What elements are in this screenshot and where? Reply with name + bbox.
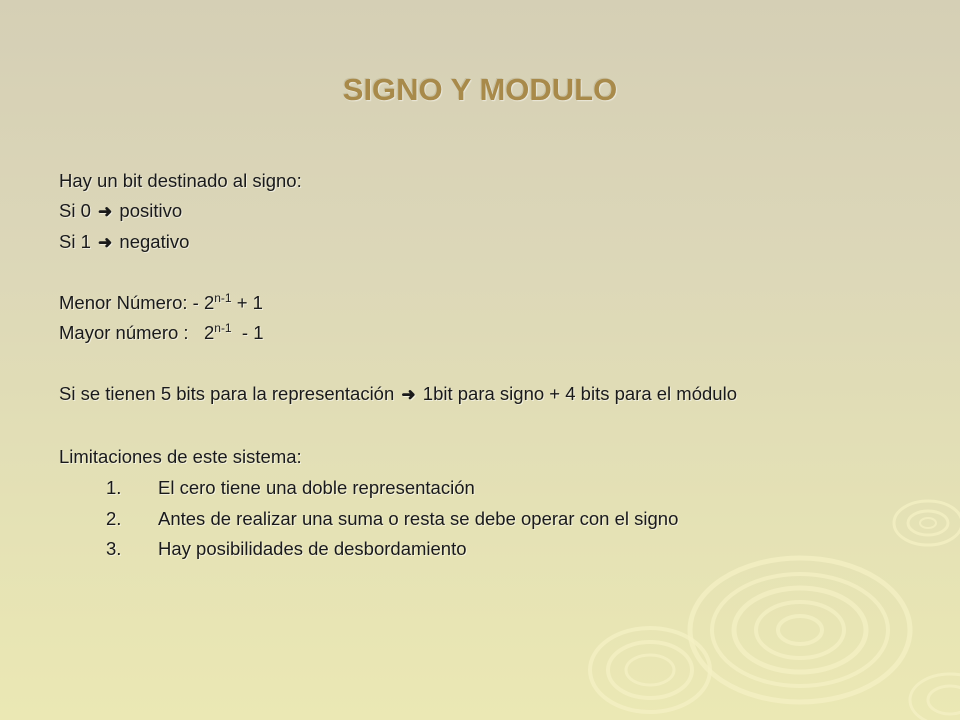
min-number-prefix: Menor Número: - 2 [59,292,215,313]
sign-zero-label: Si 0 [59,200,91,221]
sign-one-line [59,231,189,253]
max-number-line [59,322,263,344]
min-number-line [59,292,263,314]
sign-one-meaning: negativo [119,231,190,252]
list-item-number: 1. [106,477,122,498]
right-arrow-icon: ➜ [401,385,416,404]
example-prefix: Si se tienen 5 bits para la representación [59,383,395,404]
list-item: El cero tiene una doble representación [158,477,475,498]
min-number-suffix: + 1 [231,292,263,313]
example-line [59,383,737,405]
sign-zero-meaning: positivo [119,200,183,221]
list-item: Hay posibilidades de desbordamiento [158,538,467,559]
min-number-exponent: n-1 [214,291,232,305]
limitations-heading: Limitaciones de este sistema: [59,446,302,467]
example-suffix: 1bit para signo + 4 bits para el módulo [422,383,737,404]
list-item-number: 3. [106,538,122,559]
sign-one-label: Si 1 [59,231,91,252]
right-arrow-icon: ➜ [98,202,113,221]
sign-zero-line [59,200,182,222]
right-arrow-icon: ➜ [98,233,113,252]
intro-text: Hay un bit destinado al signo: [59,170,302,191]
list-item: Antes de realizar una suma o resta se debe operar con el signo [158,508,679,529]
max-number-prefix: Mayor número : 2 [59,322,215,343]
slide-title: SIGNO Y MODULO [342,72,618,107]
list-item-number: 2. [106,508,122,529]
max-number-exponent: n-1 [214,321,232,335]
max-number-suffix: - 1 [231,322,264,343]
